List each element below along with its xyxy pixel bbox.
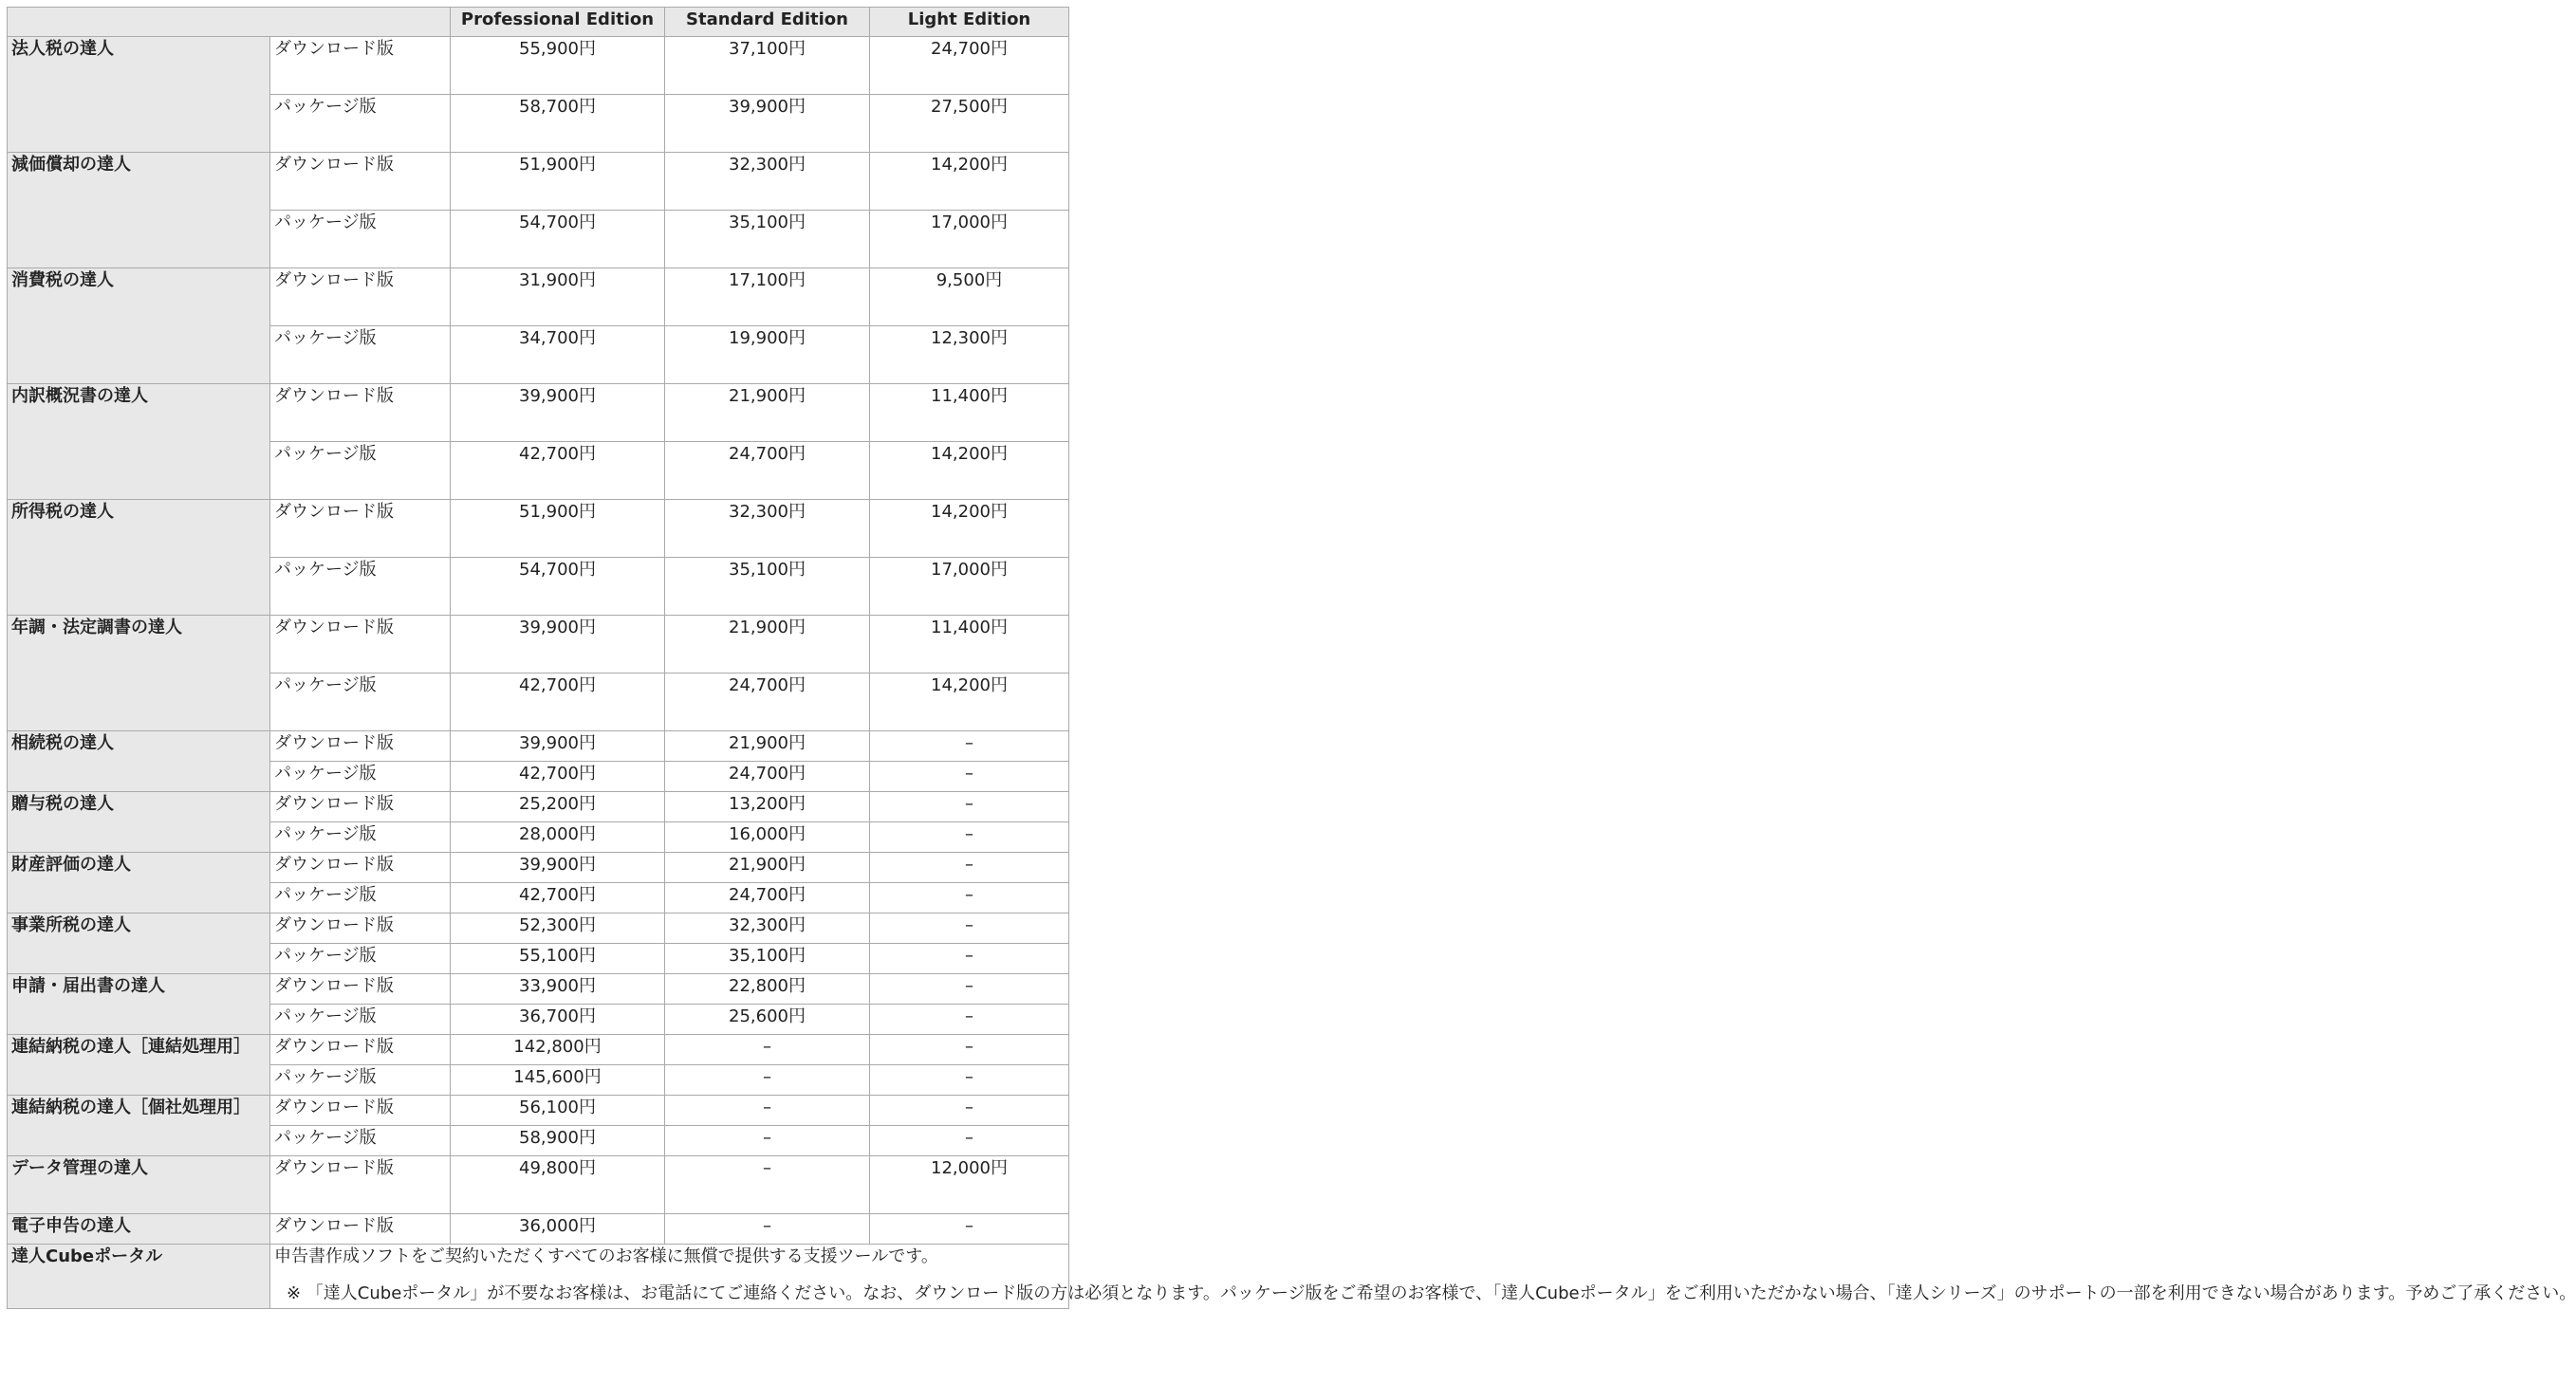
price-professional: 39,900円 xyxy=(451,384,665,442)
price-light: 14,200円 xyxy=(870,674,1069,731)
product-name: 贈与税の達人 xyxy=(8,792,270,853)
header-row xyxy=(8,8,1069,37)
price-light: 14,200円 xyxy=(870,442,1069,500)
table-row xyxy=(8,1096,1069,1126)
price-light: – xyxy=(870,883,1069,913)
product-name: 財産評価の達人 xyxy=(8,853,270,913)
price-professional: 56,100円 xyxy=(451,1096,665,1126)
price-standard: 32,300円 xyxy=(665,913,870,944)
price-professional: 51,900円 xyxy=(451,153,665,211)
license-type: ダウンロード版 xyxy=(270,913,451,944)
price-light: 12,300円 xyxy=(870,326,1069,384)
license-type: ダウンロード版 xyxy=(270,974,451,1005)
price-light: 27,500円 xyxy=(870,95,1069,153)
price-professional: 42,700円 xyxy=(451,762,665,792)
price-standard: 13,200円 xyxy=(665,792,870,822)
price-standard: – xyxy=(665,1096,870,1126)
price-table xyxy=(7,7,2576,1309)
price-light: – xyxy=(870,1065,1069,1096)
price-standard: – xyxy=(665,1065,870,1096)
price-light: – xyxy=(870,853,1069,883)
price-standard: 39,900円 xyxy=(665,95,870,153)
license-type: ダウンロード版 xyxy=(270,384,451,442)
table-row xyxy=(8,37,1069,95)
price-professional: 55,900円 xyxy=(451,37,665,95)
price-light: 24,700円 xyxy=(870,37,1069,95)
price-light: – xyxy=(870,1096,1069,1126)
price-light: – xyxy=(870,792,1069,822)
price-standard: 21,900円 xyxy=(665,853,870,883)
price-standard: 16,000円 xyxy=(665,822,870,853)
price-professional: 34,700円 xyxy=(451,326,665,384)
product-name: データ管理の達人 xyxy=(8,1156,270,1214)
price-professional: 39,900円 xyxy=(451,616,665,674)
price-light: 12,000円 xyxy=(870,1156,1069,1214)
table-row xyxy=(8,974,1069,1005)
price-standard: – xyxy=(665,1126,870,1156)
table-row xyxy=(8,853,1069,883)
portal-description: 申告書作成ソフトをご契約いただくすべてのお客様に無償で提供する支援ツールです。 xyxy=(274,1246,938,1266)
price-professional: 142,800円 xyxy=(451,1035,665,1065)
price-standard: 35,100円 xyxy=(665,944,870,974)
price-professional: 49,800円 xyxy=(451,1156,665,1214)
table-row xyxy=(8,913,1069,944)
price-professional: 39,900円 xyxy=(451,853,665,883)
price-light: – xyxy=(870,944,1069,974)
price-light: – xyxy=(870,1005,1069,1035)
license-type: パッケージ版 xyxy=(270,1126,451,1156)
price-standard: 24,700円 xyxy=(665,762,870,792)
price-light: – xyxy=(870,1126,1069,1156)
product-name: 連結納税の達人［個社処理用］ xyxy=(8,1096,270,1156)
license-type: ダウンロード版 xyxy=(270,731,451,762)
license-type: ダウンロード版 xyxy=(270,500,451,558)
price-light: 17,000円 xyxy=(870,558,1069,616)
price-standard: – xyxy=(665,1214,870,1245)
license-type: パッケージ版 xyxy=(270,326,451,384)
price-professional: 36,700円 xyxy=(451,1005,665,1035)
price-standard: 21,900円 xyxy=(665,384,870,442)
price-standard: 24,700円 xyxy=(665,442,870,500)
price-standard: 21,900円 xyxy=(665,731,870,762)
table-row xyxy=(8,792,1069,822)
table-row xyxy=(8,384,1069,442)
portal-row xyxy=(8,1245,1069,1309)
portal-note: ※ 「達人Cubeポータル」が不要なお客様は、お電話にてご連絡ください。なお、ダウンロード版の方は必須となります。パッケージ版をご希望のお客様で、「達人Cubeポータル」をご利用いただかない場合、「達人シリーズ」のサポートの一部を利用できない場合があります。予めご了承ください。 xyxy=(287,1283,2576,1303)
price-professional: 58,900円 xyxy=(451,1126,665,1156)
license-type: パッケージ版 xyxy=(270,822,451,853)
license-type: ダウンロード版 xyxy=(270,1156,451,1214)
license-type: パッケージ版 xyxy=(270,1005,451,1035)
price-light: – xyxy=(870,913,1069,944)
price-professional: 39,900円 xyxy=(451,731,665,762)
product-name: 年調・法定調書の達人 xyxy=(8,616,270,731)
price-standard: 35,100円 xyxy=(665,211,870,268)
price-standard: 21,900円 xyxy=(665,616,870,674)
table-row xyxy=(8,153,1069,211)
price-light: – xyxy=(870,974,1069,1005)
price-standard: 35,100円 xyxy=(665,558,870,616)
license-type: ダウンロード版 xyxy=(270,37,451,95)
price-light: 14,200円 xyxy=(870,500,1069,558)
price-standard: – xyxy=(665,1156,870,1214)
product-name: 所得税の達人 xyxy=(8,500,270,616)
price-standard: 32,300円 xyxy=(665,500,870,558)
table-row xyxy=(8,268,1069,326)
price-light: – xyxy=(870,762,1069,792)
price-light: 11,400円 xyxy=(870,384,1069,442)
product-name: 相続税の達人 xyxy=(8,731,270,792)
price-professional: 25,200円 xyxy=(451,792,665,822)
price-professional: 51,900円 xyxy=(451,500,665,558)
license-type: パッケージ版 xyxy=(270,1065,451,1096)
license-type: パッケージ版 xyxy=(270,211,451,268)
price-standard: 24,700円 xyxy=(665,674,870,731)
portal-description-cell xyxy=(270,1245,2576,1309)
product-name: 消費税の達人 xyxy=(8,268,270,384)
license-type: パッケージ版 xyxy=(270,95,451,153)
product-name: 内訳概況書の達人 xyxy=(8,384,270,500)
price-standard: 19,900円 xyxy=(665,326,870,384)
price-light: – xyxy=(870,731,1069,762)
table-row xyxy=(8,616,1069,674)
price-professional: 55,100円 xyxy=(451,944,665,974)
price-professional: 36,000円 xyxy=(451,1214,665,1245)
license-type: ダウンロード版 xyxy=(270,1035,451,1065)
product-name: 法人税の達人 xyxy=(8,37,270,153)
price-professional: 42,700円 xyxy=(451,442,665,500)
license-type: ダウンロード版 xyxy=(270,153,451,211)
price-standard: 32,300円 xyxy=(665,153,870,211)
license-type: ダウンロード版 xyxy=(270,616,451,674)
product-name: 電子申告の達人 xyxy=(8,1214,270,1245)
price-professional: 58,700円 xyxy=(451,95,665,153)
price-light: 11,400円 xyxy=(870,616,1069,674)
table-row xyxy=(8,731,1069,762)
price-standard: – xyxy=(665,1035,870,1065)
price-professional: 31,900円 xyxy=(451,268,665,326)
price-professional: 145,600円 xyxy=(451,1065,665,1096)
price-professional: 33,900円 xyxy=(451,974,665,1005)
portal-name: 達人Cubeポータル xyxy=(8,1245,270,1309)
price-light: 17,000円 xyxy=(870,211,1069,268)
table-row xyxy=(8,1156,1069,1214)
price-standard: 22,800円 xyxy=(665,974,870,1005)
license-type: パッケージ版 xyxy=(270,883,451,913)
product-name: 事業所税の達人 xyxy=(8,913,270,974)
price-standard: 25,600円 xyxy=(665,1005,870,1035)
product-name: 申請・届出書の達人 xyxy=(8,974,270,1035)
header-professional-edition: Professional Edition xyxy=(451,8,665,37)
license-type: パッケージ版 xyxy=(270,558,451,616)
license-type: ダウンロード版 xyxy=(270,792,451,822)
product-name: 連結納税の達人［連結処理用］ xyxy=(8,1035,270,1096)
product-name: 減価償却の達人 xyxy=(8,153,270,268)
price-light: 14,200円 xyxy=(870,153,1069,211)
license-type: パッケージ版 xyxy=(270,674,451,731)
price-standard: 17,100円 xyxy=(665,268,870,326)
license-type: パッケージ版 xyxy=(270,944,451,974)
price-light: – xyxy=(870,822,1069,853)
license-type: ダウンロード版 xyxy=(270,268,451,326)
license-type: ダウンロード版 xyxy=(270,1214,451,1245)
table-row xyxy=(8,500,1069,558)
header-corner xyxy=(8,8,451,37)
price-professional: 28,000円 xyxy=(451,822,665,853)
price-professional: 42,700円 xyxy=(451,883,665,913)
price-professional: 54,700円 xyxy=(451,211,665,268)
price-standard: 24,700円 xyxy=(665,883,870,913)
header-light-edition: Light Edition xyxy=(870,8,1069,37)
price-standard: 37,100円 xyxy=(665,37,870,95)
license-type: パッケージ版 xyxy=(270,762,451,792)
license-type: ダウンロード版 xyxy=(270,853,451,883)
price-professional: 52,300円 xyxy=(451,913,665,944)
header-standard-edition: Standard Edition xyxy=(665,8,870,37)
price-light: – xyxy=(870,1214,1069,1245)
license-type: ダウンロード版 xyxy=(270,1096,451,1126)
table-row xyxy=(8,1214,1069,1245)
price-light: – xyxy=(870,1035,1069,1065)
table-row xyxy=(8,1035,1069,1065)
price-professional: 42,700円 xyxy=(451,674,665,731)
license-type: パッケージ版 xyxy=(270,442,451,500)
price-light: 9,500円 xyxy=(870,268,1069,326)
price-professional: 54,700円 xyxy=(451,558,665,616)
price-table-body xyxy=(8,37,1069,1245)
